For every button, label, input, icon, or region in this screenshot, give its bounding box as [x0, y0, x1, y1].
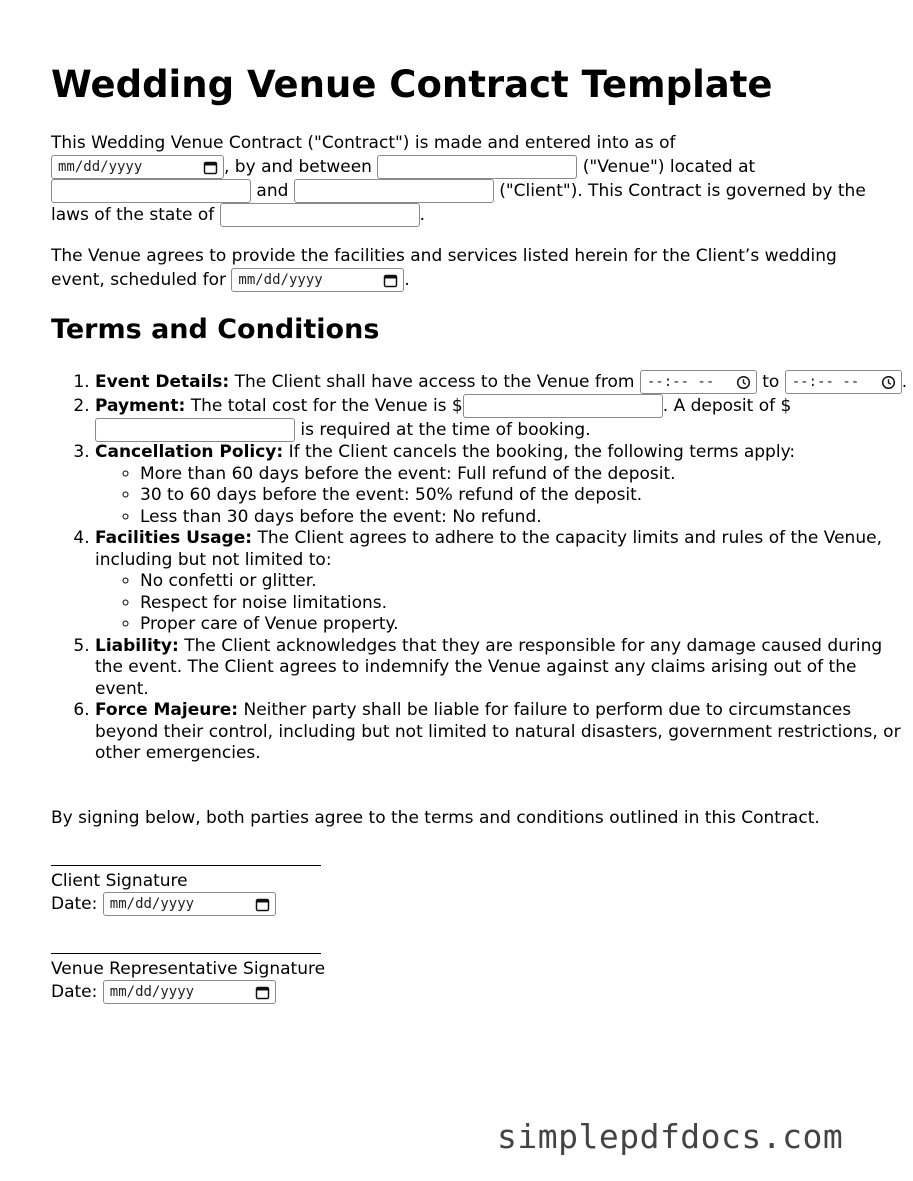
client-name-field[interactable]: [294, 179, 494, 203]
end-time-field[interactable]: --:-- --: [785, 370, 902, 394]
facilities-list: [95, 571, 913, 636]
brand-watermark: simplepdfdocs.com: [497, 1117, 844, 1156]
venue-date-field[interactable]: mm/dd/yyyy: [103, 980, 276, 1004]
terms-heading: Terms and Conditions: [51, 314, 380, 345]
calendar-icon[interactable]: [255, 897, 270, 912]
term-payment: 2. Payment: The total cost for the Venue is $ . A deposit of $ is required at the time of booking.: [95, 394, 913, 442]
cancellation-list: [95, 464, 913, 529]
intro-paragraph: This Wedding Venue Contract ("Contract") is made and entered into as of mm/dd/yyyy , by and between ("Venue") located at and ("Client"). This Contract is governed by the laws of the state of .: [51, 133, 866, 225]
venue-signature-line[interactable]: [51, 953, 321, 954]
terms-list: [51, 370, 913, 765]
total-cost-field[interactable]: [463, 394, 663, 418]
contract-date-field[interactable]: mm/dd/yyyy: [51, 155, 224, 179]
list-item: ◦ Less than 30 days before the event: No refund.: [140, 507, 913, 529]
deposit-field[interactable]: [95, 418, 295, 442]
event-date-field[interactable]: mm/dd/yyyy: [231, 268, 404, 292]
term-force-majeure: 6. Force Majeure: Neither party shall be liable for failure to perform due to circumstances beyond their control, including but not limited to natural disasters, government restrictions, or other emergencies.: [95, 700, 913, 765]
list-item: ◦ 30 to 60 days before the event: 50% refund of the deposit.: [140, 485, 913, 507]
services-paragraph: The Venue agrees to provide the facilities and services listed herein for the Client’s wedding event, scheduled for mm/dd/yyyy .: [51, 246, 837, 290]
venue-date-row: Date: mm/dd/yyyy: [51, 980, 351, 1004]
venue-address-field[interactable]: [51, 179, 251, 203]
calendar-icon[interactable]: [203, 160, 218, 175]
clock-icon[interactable]: [736, 375, 751, 390]
term-liability: 5. Liability: The Client acknowledges that they are responsible for any damage caused during the event. The Client agrees to indemnify the Venue against any claims arising out of the event.: [95, 636, 913, 701]
venue-signature-block: [51, 936, 351, 1004]
term-event-details: 1. Event Details: The Client shall have access to the Venue from --:-- -- to --:-- -- .: [95, 370, 913, 394]
closing-statement: By signing below, both parties agree to the terms and conditions outlined in this Contract.: [51, 808, 820, 828]
client-signature-label: Client Signature: [51, 871, 188, 891]
term-facilities: 4. Facilities Usage: The Client agrees to adhere to the capacity limits and rules of the Venue, including but not limited to: ◦ No confetti or glitter. ◦ Respect for noise limitations. ◦ Proper care of Venue property.: [95, 528, 913, 636]
client-date-row: Date: mm/dd/yyyy: [51, 892, 351, 916]
client-signature-line[interactable]: [51, 865, 321, 866]
start-time-field[interactable]: --:-- --: [640, 370, 757, 394]
list-item: ◦ More than 60 days before the event: Full refund of the deposit.: [140, 464, 913, 486]
calendar-icon[interactable]: [255, 985, 270, 1000]
list-item: ◦ Respect for noise limitations.: [140, 593, 913, 615]
list-item: ◦ Proper care of Venue property.: [140, 614, 913, 636]
governing-state-field[interactable]: [220, 203, 420, 227]
client-signature-block: [51, 848, 351, 916]
calendar-icon[interactable]: [383, 273, 398, 288]
term-cancellation: 3. Cancellation Policy: If the Client cancels the booking, the following terms apply: ◦ More than 60 days before the event: Full refund of the deposit. ◦ 30 to 60 days before the event: 50% refund of the deposit. ◦ Less than 30 days before the event: No refund.: [95, 442, 913, 528]
venue-signature-label: Venue Representative Signature: [51, 959, 326, 979]
page-title: Wedding Venue Contract Template: [51, 63, 773, 106]
list-item: ◦ No confetti or glitter.: [140, 571, 913, 593]
venue-name-field[interactable]: [377, 155, 577, 179]
client-date-field[interactable]: mm/dd/yyyy: [103, 892, 276, 916]
clock-icon[interactable]: [881, 375, 896, 390]
